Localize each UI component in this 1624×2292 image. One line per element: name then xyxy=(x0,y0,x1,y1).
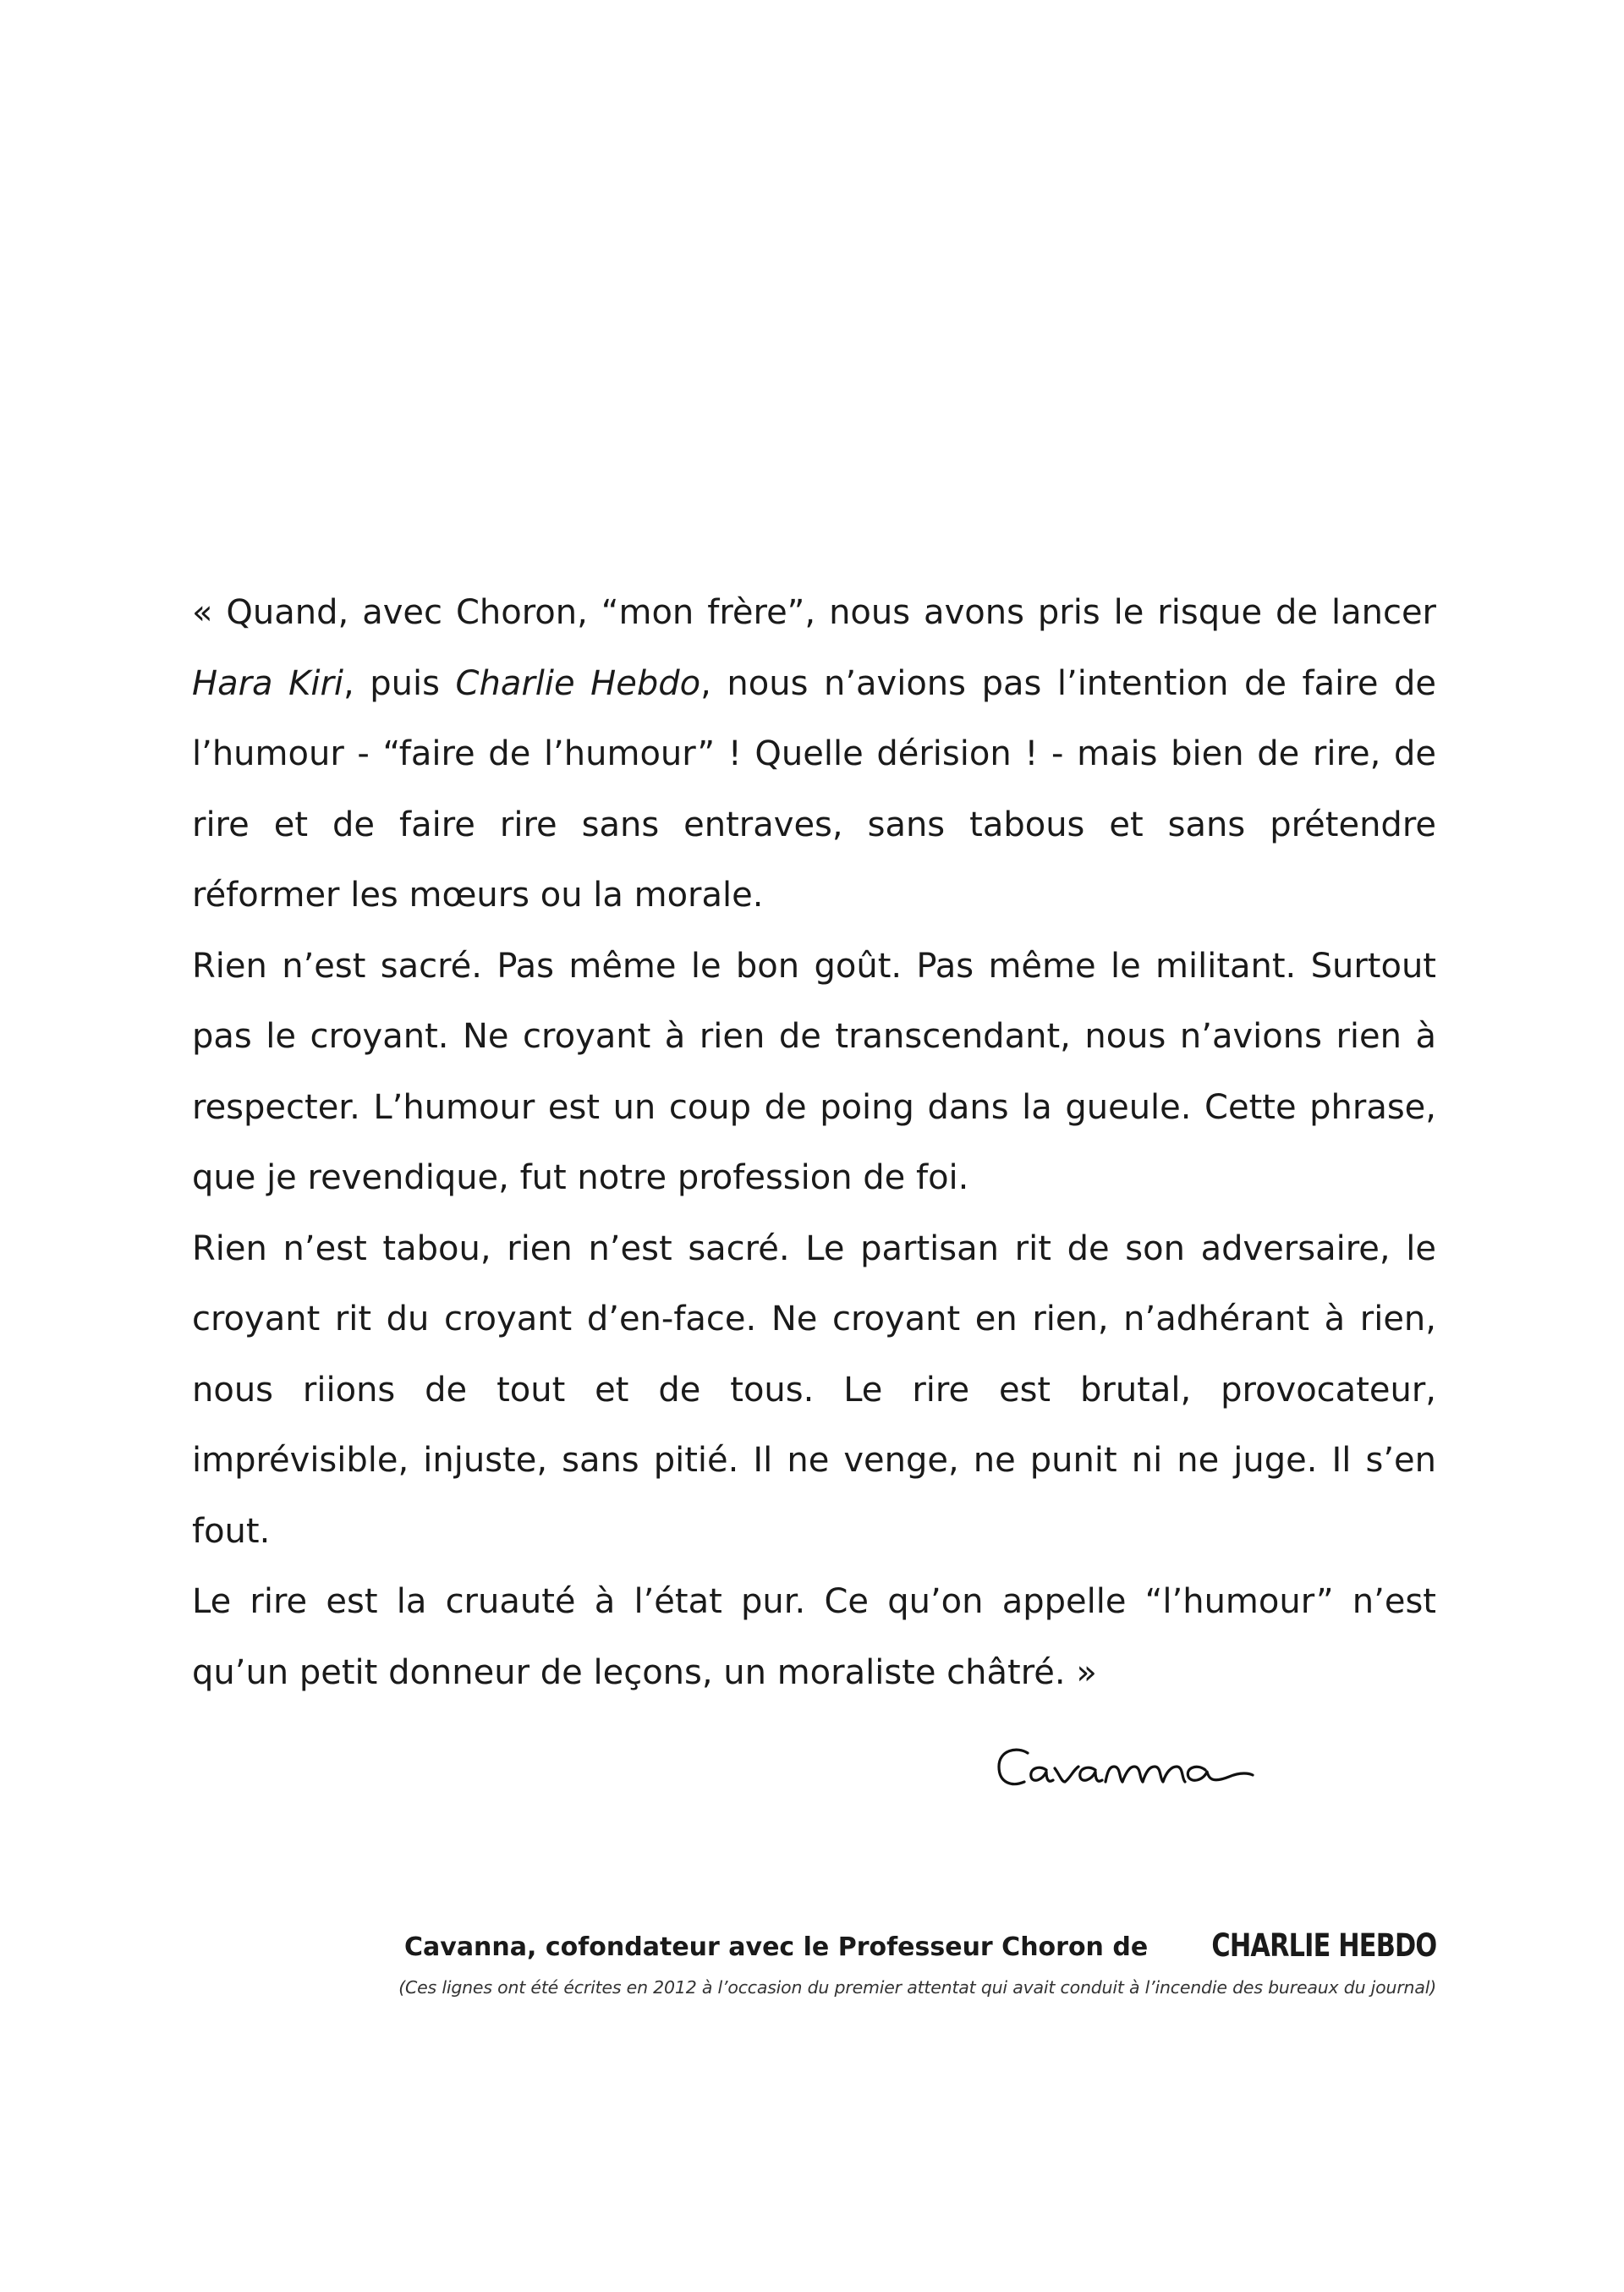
quote-paragraph-4: Le rire est la cruauté à l’état pur. Ce qu’on appelle “l’humour” n’est qu’un petit donneur de leçons, un moraliste châtré. » xyxy=(192,1582,1436,1692)
quote-text: , puis xyxy=(343,663,456,703)
title-charlie-hebdo: Charlie Hebdo xyxy=(455,663,701,703)
quote-text: , nous n’avions pas l’intention de faire de l’humour - “faire de l’humour” ! Quelle dérision ! - mais bien de rire, de rire et de faire rire sans entraves, sans tabous et sans prétendre réformer les mœurs ou la morale. xyxy=(192,663,1436,915)
title-hara-kiri: Hara Kiri xyxy=(192,663,344,703)
brand-name: CHARLIE HEBDO xyxy=(1211,1927,1436,1964)
quote-paragraph-3: Rien n’est tabou, rien n’est sacré. Le partisan rit de son adversaire, le croyant rit du croyant d’en-face. Ne croyant en rien, n’adhérant à rien, nous riions de tout et de tous. Le rire est brutal, provocateur, imprévisible, injuste, sans pitié. Il ne venge, ne punit ni ne juge. Il s’en fout. xyxy=(192,1228,1436,1551)
credit-line xyxy=(404,1927,1436,1964)
credit-text: Cavanna, cofondateur avec le Professeur Choron de xyxy=(404,1932,1149,1962)
quote-paragraph-1 xyxy=(192,578,1436,932)
quote-text: « Quand, avec Choron, “mon frère”, nous avons pris le risque de lancer xyxy=(192,593,1436,632)
signature-icon xyxy=(994,1741,1290,1800)
quote-block xyxy=(192,578,1436,1708)
footnote: (Ces lignes ont été écrites en 2012 à l’occasion du premier attentat qui avait conduit à l’incendie des bureaux du journal) xyxy=(398,1977,1436,1998)
quote-paragraph-2: Rien n’est sacré. Pas même le bon goût. Pas même le militant. Surtout pas le croyant. Ne croyant à rien de transcendant, nous n’avions rien à respecter. L’humour est un coup de poing dans la gueule. Cette phrase, que je revendique, fut notre profession de foi. xyxy=(192,946,1436,1197)
